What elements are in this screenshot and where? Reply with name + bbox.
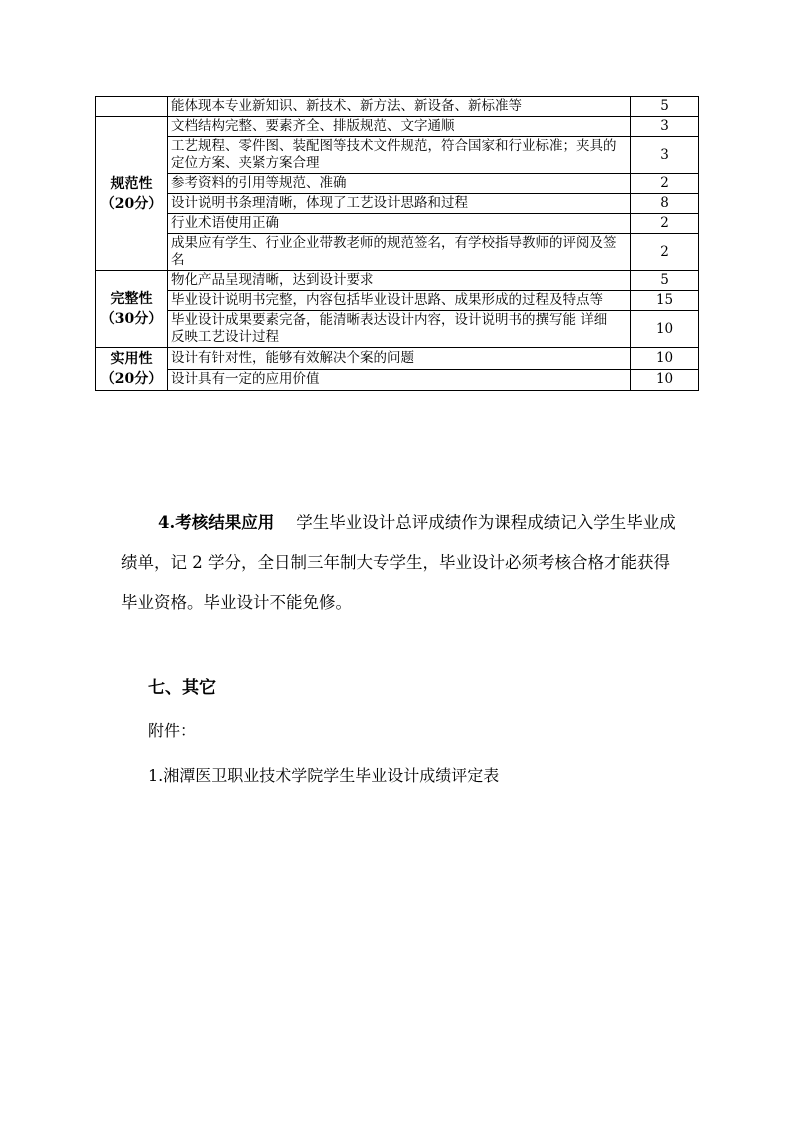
criterion-line: 毕业设计成果要素完备，能清晰表达设计内容，设计说明书的撰写能 详细 [170,312,608,328]
score-value: 8 [631,194,699,214]
criterion-text: 设计说明书条理清晰，体现了工艺设计思路和过程 [167,194,630,214]
criterion-text: 参考资料的引用等规范、准确 [167,174,630,194]
section4-body: 学生毕业设计总评成绩作为课程成绩记入学生毕业成绩单，记 2 学分，全日制三年制大专学生，毕业设计必须考核合格才能获得毕业资格。毕业设计不能免修。 [121,513,676,612]
score-value: 3 [631,137,699,174]
table-row [96,97,699,117]
criterion-line: 反映工艺设计过程 [170,329,279,345]
score-value: 3 [631,117,699,137]
table-row [96,234,699,271]
category-points: （20分） [100,195,163,212]
category-points: （30分） [100,311,163,327]
score-value: 10 [631,369,699,391]
score-value: 10 [631,348,699,370]
score-value: 2 [631,174,699,194]
criterion-text: 物化产品呈现清晰，达到设计要求 [167,271,630,291]
criterion-text: 能体现本专业新知识、新技术、新方法、新设备、新标准等 [167,97,630,117]
table-row [96,194,699,214]
table-row [96,137,699,174]
criterion-text: 行业术语使用正确 [167,214,630,234]
score-value: 2 [631,214,699,234]
criterion-text: 文档结构完整、要素齐全、排版规范、文字通顺 [167,117,630,137]
category-shiyong [96,348,168,391]
table-row [96,214,699,234]
criterion-text: 设计有针对性，能够有效解决个案的问题 [167,348,630,370]
criterion-text: 设计具有一定的应用价值 [167,369,630,391]
category-points: （20分） [100,371,163,387]
criterion-text-multiline [167,311,630,348]
table-row [96,271,699,291]
table-row [96,311,699,348]
score-value: 10 [631,311,699,348]
criterion-text: 毕业设计说明书完整，内容包括毕业设计思路、成果形成的过程及特点等 [167,291,630,311]
criterion-text: 工艺规程、零件图、装配图等技术文件规范，符合国家和行业标准；夹具的定位方案、夹紧方案合理 [167,137,630,174]
score-value: 15 [631,291,699,311]
scoring-rubric-table [95,96,699,391]
category-name: 实用性 [110,351,153,367]
table-row [96,174,699,194]
category-name: 完整性 [110,291,153,307]
category-wanzheng [96,271,168,348]
table-row [96,117,699,137]
section4-paragraph [121,503,681,623]
section7-heading: 七、其它 [148,678,216,698]
category-cell-empty [96,97,168,117]
score-value: 5 [631,271,699,291]
category-name: 规范性 [110,175,153,192]
section4-title: 4.考核结果应用 [158,513,275,532]
criterion-text: 成果应有学生、行业企业带教老师的规范签名，有学校指导教师的评阅及签名 [167,234,630,271]
table-row [96,291,699,311]
score-value: 5 [631,97,699,117]
category-guifan [96,117,168,271]
attachment-label: 附件： [148,721,197,740]
table-row [96,348,699,370]
table-row [96,369,699,391]
score-value: 2 [631,234,699,271]
attachment-item: 1.湘潭医卫职业技术学院学生毕业设计成绩评定表 [148,766,500,785]
